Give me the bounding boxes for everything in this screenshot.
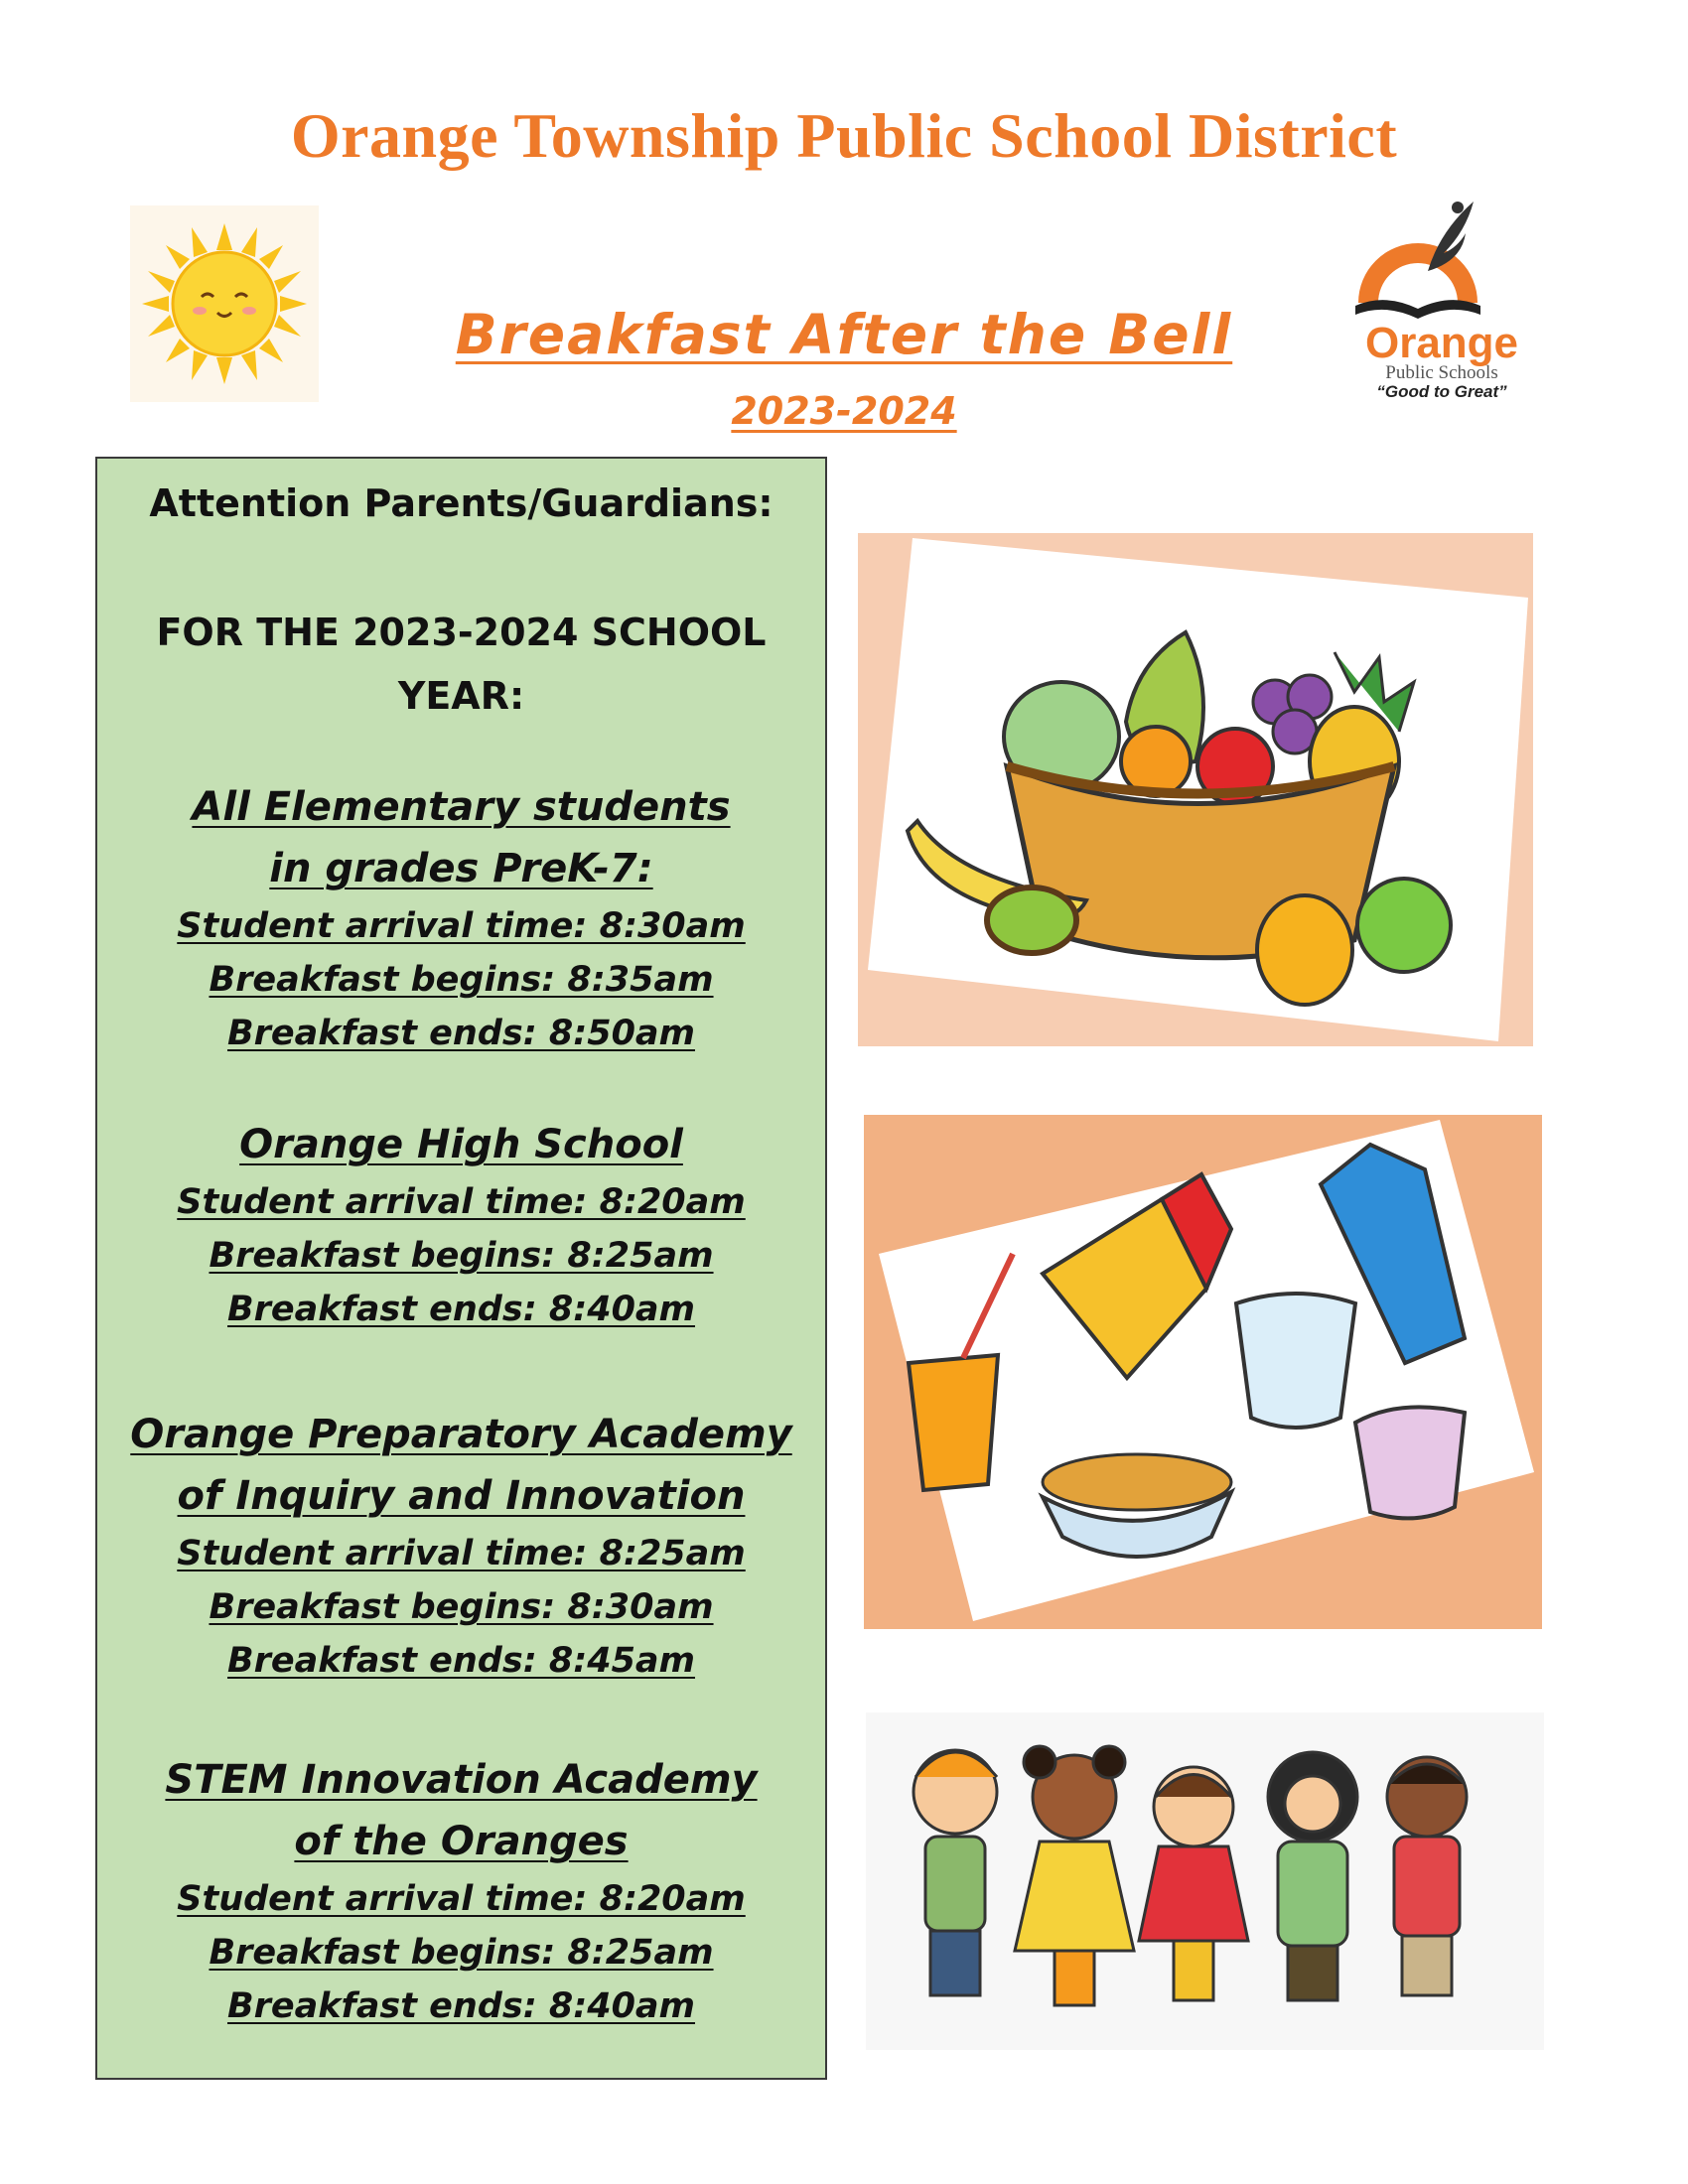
breakfast-ends: Breakfast ends: 8:40am [226,1290,696,1329]
logo-motto: “Good to Great” [1376,382,1507,401]
attention-heading: Attention Parents/Guardians: [149,481,774,525]
breakfast-ends: Breakfast ends: 8:50am [226,1014,696,1053]
program-title: Breakfast After the Bell [455,303,1233,366]
school-year-heading [97,601,825,728]
school-section-high-school [97,1114,825,1336]
school-name-line-1: STEM Innovation Academy [165,1757,758,1803]
breakfast-begins: Breakfast begins: 8:30am [209,1587,714,1627]
breakfast-foods-illustration [864,1115,1542,1629]
district-title: Orange Township Public School District [290,100,1398,171]
school-logo-icon [1331,194,1554,407]
arrival-time: Student arrival time: 8:20am [177,1182,746,1222]
breakfast-begins: Breakfast begins: 8:25am [209,1933,714,1973]
school-section-elementary [97,776,825,1060]
school-year-line-2: YEAR: [397,674,525,718]
fruit-basket-illustration [858,533,1533,1046]
children-holding-hands-illustration [866,1712,1544,2050]
school-section-preparatory [97,1404,825,1688]
school-name-line-2: of Inquiry and Innovation [177,1473,746,1519]
schedule-notice-box [95,457,827,2080]
school-name-line-1: All Elementary students [192,784,731,830]
school-year-line-1: FOR THE 2023-2024 SCHOOL [156,611,767,654]
school-name-line-2: in grades PreK-7: [269,846,653,891]
school-name-line-1: Orange High School [239,1122,683,1167]
logo-name: Orange [1364,319,1519,367]
school-name-line-1: Orange Preparatory Academy [130,1412,792,1457]
arrival-time: Student arrival time: 8:20am [177,1879,746,1919]
logo-subtitle: Public Schools [1385,362,1498,383]
arrival-time: Student arrival time: 8:25am [177,1534,746,1573]
arrival-time: Student arrival time: 8:30am [177,906,746,946]
school-section-stem [97,1749,825,2033]
school-name-line-2: of the Oranges [294,1819,629,1864]
breakfast-begins: Breakfast begins: 8:25am [209,1236,714,1276]
breakfast-ends: Breakfast ends: 8:40am [226,1986,696,2026]
breakfast-ends: Breakfast ends: 8:45am [226,1641,696,1681]
breakfast-begins: Breakfast begins: 8:35am [209,960,714,1000]
program-year: 2023-2024 [731,389,957,433]
